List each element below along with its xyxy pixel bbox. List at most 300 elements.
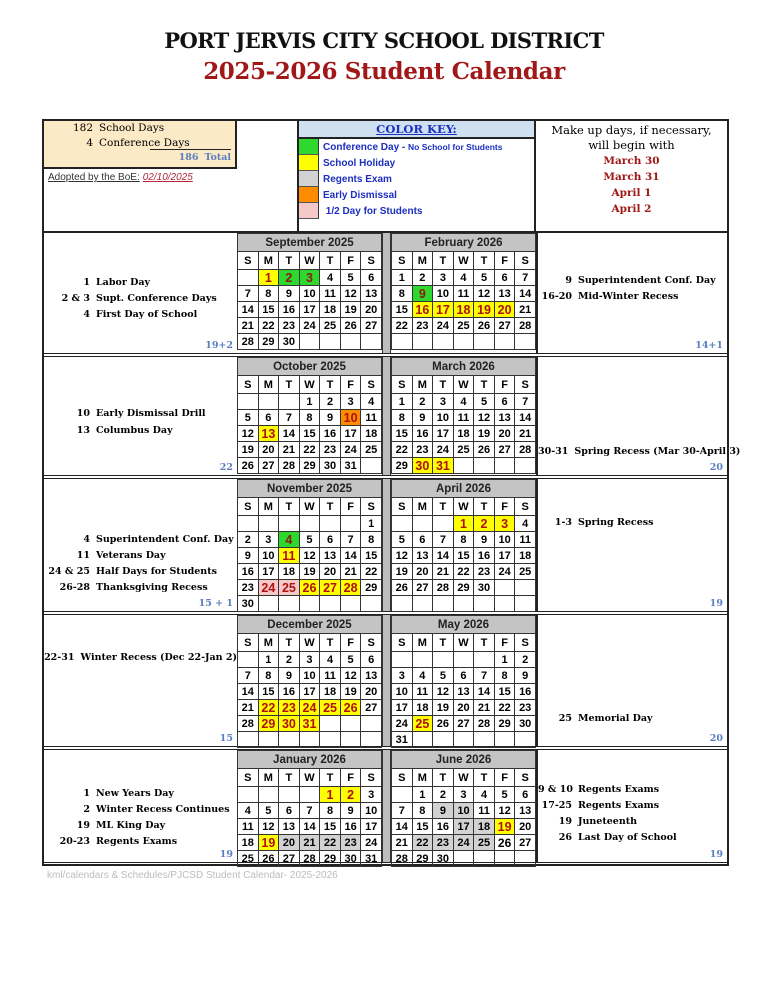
weekday-header: S [361, 376, 382, 394]
day-cell [361, 732, 382, 748]
weekday-header: S [392, 498, 413, 516]
weekday-header: S [392, 634, 413, 652]
day-cell [320, 596, 341, 612]
weekday-header: T [474, 634, 495, 652]
day-cell: 3 [340, 394, 361, 410]
event-label: Columbus Day [96, 425, 173, 436]
day-cell: 20 [320, 564, 341, 580]
day-cell: 18 [412, 700, 433, 716]
day-cell: 26 [494, 835, 515, 851]
day-cell: 6 [494, 270, 515, 286]
day-cell: 19 [340, 302, 361, 318]
day-cell: 12 [238, 426, 259, 442]
day-cell: 22 [299, 442, 320, 458]
events-list-left [44, 357, 237, 475]
event-label: Regents Exams [578, 800, 660, 811]
day-cell: 8 [299, 410, 320, 426]
weekday-header: T [320, 252, 341, 270]
month-day-total: 20 [709, 462, 723, 473]
day-cell: 27 [361, 318, 382, 334]
day-cell: 30 [412, 458, 433, 474]
event-item [538, 784, 727, 795]
day-cell: 26 [299, 580, 320, 596]
event-label: Labor Day [96, 277, 151, 288]
day-cell: 13 [515, 803, 536, 819]
column-separator [382, 357, 391, 475]
day-cell [361, 716, 382, 732]
event-date: 4 [83, 534, 90, 545]
day-cell: 14 [474, 684, 495, 700]
day-cell: 29 [299, 458, 320, 474]
day-cell [494, 596, 515, 612]
day-cell: 11 [474, 803, 495, 819]
day-cell [340, 334, 361, 350]
day-cell: 28 [474, 716, 495, 732]
day-cell: 26 [474, 318, 495, 334]
day-cell: 24 [299, 318, 320, 334]
weekday-header: S [361, 252, 382, 270]
day-cell: 2 [412, 394, 433, 410]
day-cell: 25 [474, 835, 495, 851]
weekday-header: T [433, 634, 454, 652]
event-label: New Years Day [96, 788, 174, 799]
day-cell: 24 [340, 442, 361, 458]
event-date: 22-31 [44, 652, 75, 663]
day-cell: 14 [392, 819, 413, 835]
day-cell: 22 [258, 700, 279, 716]
day-cell: 7 [392, 803, 413, 819]
day-cell: 10 [361, 803, 382, 819]
day-cell: 22 [392, 318, 413, 334]
day-cell: 4 [320, 270, 341, 286]
weekday-header: F [340, 252, 361, 270]
day-cell [453, 334, 474, 350]
day-cell: 6 [361, 652, 382, 668]
weekday-header: F [494, 252, 515, 270]
weekday-header: T [474, 498, 495, 516]
day-cell: 30 [279, 716, 300, 732]
events-list-right [536, 479, 727, 611]
day-cell [392, 787, 413, 803]
day-cell: 8 [392, 286, 413, 302]
day-cell: 17 [433, 302, 454, 318]
weekday-header: W [299, 252, 320, 270]
weekday-header: T [279, 376, 300, 394]
weekday-header: W [453, 634, 474, 652]
day-cell [412, 732, 433, 748]
weekday-header: W [299, 498, 320, 516]
day-cell: 29 [392, 458, 413, 474]
event-label: Last Day of School [578, 832, 677, 843]
day-cell [279, 732, 300, 748]
day-cell: 18 [474, 819, 495, 835]
weekday-header: M [412, 498, 433, 516]
day-cell [515, 334, 536, 350]
day-cell [433, 334, 454, 350]
event-item [44, 293, 237, 304]
event-date: 2 [83, 804, 90, 815]
day-cell: 6 [494, 394, 515, 410]
event-item [44, 550, 237, 561]
day-cell: 22 [453, 564, 474, 580]
day-cell [279, 516, 300, 532]
event-label: Thanksgiving Recess [96, 582, 208, 593]
events-list-left [44, 479, 237, 611]
event-item [44, 788, 237, 799]
day-cell: 2 [515, 652, 536, 668]
day-cell: 16 [412, 426, 433, 442]
event-date: 2 & 3 [61, 293, 90, 304]
event-item [44, 534, 237, 545]
weekday-header: T [433, 498, 454, 516]
day-cell: 24 [433, 318, 454, 334]
day-cell [320, 516, 341, 532]
day-cell: 25 [361, 442, 382, 458]
day-cell: 7 [299, 803, 320, 819]
calendar-frame [42, 119, 741, 866]
day-cell: 5 [299, 532, 320, 548]
adopted-date: Adopted by the BoE: 02/10/2025 [48, 172, 193, 183]
month-row-2 [44, 357, 741, 479]
day-cell: 11 [238, 819, 259, 835]
month-calendar [237, 479, 382, 611]
day-cell: 16 [474, 548, 495, 564]
event-item [538, 275, 727, 286]
event-date: 26-28 [59, 582, 90, 593]
day-cell: 27 [494, 442, 515, 458]
event-date: 25 [558, 713, 572, 724]
day-cell [279, 787, 300, 803]
month-header: December 2025 [238, 616, 382, 634]
day-cell [453, 652, 474, 668]
month-header: May 2026 [392, 616, 536, 634]
makeup-date: March 31 [603, 171, 660, 183]
day-cell: 11 [453, 286, 474, 302]
weekday-header: T [279, 769, 300, 787]
day-cell [279, 596, 300, 612]
event-item [44, 652, 237, 663]
day-cell: 31 [361, 851, 382, 867]
day-cell: 22 [494, 700, 515, 716]
day-cell: 17 [433, 426, 454, 442]
events-list-left [44, 750, 237, 862]
event-label: First Day of School [96, 309, 198, 320]
day-cell: 14 [238, 302, 259, 318]
day-cell: 25 [279, 580, 300, 596]
file-path-footer: kml/calendars & Schedules/PJCSD Student Calendar- 2025-2026 [47, 870, 338, 881]
events-list-left [44, 233, 237, 353]
day-cell: 20 [515, 819, 536, 835]
day-cell [474, 458, 495, 474]
month-header: January 2026 [238, 751, 382, 769]
day-cell [299, 787, 320, 803]
day-cell [320, 732, 341, 748]
day-cell: 3 [433, 394, 454, 410]
day-cell: 1 [392, 270, 413, 286]
day-cell: 14 [433, 548, 454, 564]
day-cell [515, 732, 536, 748]
month-day-total: 19 [219, 849, 233, 860]
event-date: 4 [83, 309, 90, 320]
month-header: October 2025 [238, 358, 382, 376]
day-cell: 13 [494, 410, 515, 426]
day-cell: 29 [453, 580, 474, 596]
day-cell: 23 [320, 442, 341, 458]
day-cell [238, 516, 259, 532]
day-cell: 2 [320, 394, 341, 410]
day-cell: 14 [340, 548, 361, 564]
day-cell: 10 [392, 684, 413, 700]
day-cell: 13 [361, 286, 382, 302]
weekday-header: M [258, 252, 279, 270]
day-cell: 22 [392, 442, 413, 458]
weekday-header: F [494, 498, 515, 516]
day-cell: 21 [279, 442, 300, 458]
day-cell: 7 [515, 394, 536, 410]
month-calendar [237, 357, 382, 475]
day-cell: 1 [299, 394, 320, 410]
weekday-header: W [299, 769, 320, 787]
day-cell: 15 [453, 548, 474, 564]
day-cell: 12 [299, 548, 320, 564]
day-cell [340, 516, 361, 532]
day-cell: 24 [392, 716, 413, 732]
day-cell: 2 [433, 787, 454, 803]
month-day-total: 19+2 [205, 340, 233, 351]
event-label: Spring Recess [578, 517, 654, 528]
day-cell [412, 652, 433, 668]
weekday-header: S [238, 634, 259, 652]
day-cell: 27 [361, 700, 382, 716]
day-cell: 8 [412, 803, 433, 819]
day-cell: 27 [320, 580, 341, 596]
day-cell: 25 [515, 564, 536, 580]
day-cell: 28 [515, 318, 536, 334]
event-date: 9 & 10 [538, 784, 574, 795]
color-key-title: COLOR KEY: [299, 121, 534, 139]
event-item [538, 291, 727, 302]
day-cell: 8 [258, 668, 279, 684]
day-cell: 3 [299, 270, 320, 286]
month-calendar [391, 479, 536, 611]
weekday-header: W [453, 769, 474, 787]
day-cell [238, 732, 259, 748]
day-cell: 15 [320, 819, 341, 835]
day-cell: 31 [340, 458, 361, 474]
day-cell: 6 [279, 803, 300, 819]
day-cell: 28 [299, 851, 320, 867]
day-cell [453, 458, 474, 474]
day-cell: 8 [453, 532, 474, 548]
day-cell: 16 [412, 302, 433, 318]
weekday-header: W [453, 498, 474, 516]
day-cell: 30 [515, 716, 536, 732]
day-cell [433, 516, 454, 532]
day-cell: 23 [515, 700, 536, 716]
day-cell: 28 [340, 580, 361, 596]
event-item [44, 408, 237, 419]
day-cell: 18 [320, 302, 341, 318]
weekday-header: T [474, 252, 495, 270]
weekday-header: S [392, 769, 413, 787]
day-cell: 1 [258, 652, 279, 668]
day-cell: 31 [299, 716, 320, 732]
day-cell: 19 [258, 835, 279, 851]
day-cell: 1 [453, 516, 474, 532]
day-cell: 1 [361, 516, 382, 532]
month-calendar [391, 233, 536, 353]
day-cell [320, 716, 341, 732]
day-cell: 16 [279, 684, 300, 700]
day-cell [299, 732, 320, 748]
day-cell [238, 652, 259, 668]
day-cell: 4 [238, 803, 259, 819]
day-cell: 20 [494, 426, 515, 442]
event-date: 9 [565, 275, 572, 286]
event-item [44, 566, 237, 577]
key-half-day: 1/2 Day for Students [299, 203, 534, 219]
weekday-header: F [494, 769, 515, 787]
column-separator [382, 750, 391, 862]
day-cell [453, 596, 474, 612]
day-cell: 29 [320, 851, 341, 867]
weekday-header: S [238, 769, 259, 787]
day-cell: 27 [412, 580, 433, 596]
event-label: Spring Recess (Mar 30-April 3) [574, 446, 741, 457]
day-cell [258, 516, 279, 532]
day-cell: 17 [494, 548, 515, 564]
day-cell: 23 [279, 700, 300, 716]
day-cell: 7 [279, 410, 300, 426]
day-cell: 17 [299, 684, 320, 700]
day-cell: 26 [392, 580, 413, 596]
day-cell: 9 [279, 668, 300, 684]
weekday-header: F [340, 376, 361, 394]
event-date: 11 [76, 550, 90, 561]
month-row-4 [44, 615, 727, 750]
day-cell: 21 [340, 564, 361, 580]
day-cell [361, 458, 382, 474]
day-cell: 29 [258, 334, 279, 350]
day-cell: 10 [340, 410, 361, 426]
day-cell: 3 [453, 787, 474, 803]
day-cell: 4 [515, 516, 536, 532]
weekday-header: S [238, 498, 259, 516]
day-cell: 25 [453, 442, 474, 458]
day-cell: 24 [299, 700, 320, 716]
day-cell: 17 [361, 819, 382, 835]
day-cell: 20 [494, 302, 515, 318]
day-cell: 12 [340, 286, 361, 302]
day-cell [412, 334, 433, 350]
day-cell: 2 [238, 532, 259, 548]
day-cell: 21 [238, 700, 259, 716]
day-cell: 9 [238, 548, 259, 564]
month-day-total: 15 + 1 [198, 598, 233, 609]
weekday-header: T [279, 634, 300, 652]
day-cell: 18 [238, 835, 259, 851]
day-cell: 4 [453, 270, 474, 286]
day-cell [494, 334, 515, 350]
day-cell: 17 [258, 564, 279, 580]
month-row-1 [44, 233, 727, 357]
day-cell [433, 732, 454, 748]
day-cell: 23 [433, 835, 454, 851]
day-cell: 13 [258, 426, 279, 442]
day-cell: 2 [279, 270, 300, 286]
day-cell [299, 596, 320, 612]
district-name: PORT JERVIS CITY SCHOOL DISTRICT [164, 28, 604, 53]
day-cell [515, 458, 536, 474]
day-cell: 5 [392, 532, 413, 548]
day-cell [320, 334, 341, 350]
month-header: March 2026 [392, 358, 536, 376]
weekday-header: W [453, 376, 474, 394]
day-cell: 28 [433, 580, 454, 596]
weekday-header: M [258, 769, 279, 787]
day-cell [412, 596, 433, 612]
day-cell: 30 [279, 334, 300, 350]
day-cell: 19 [494, 819, 515, 835]
day-cell: 22 [412, 835, 433, 851]
day-cell: 21 [433, 564, 454, 580]
day-cell [453, 732, 474, 748]
day-cell [258, 787, 279, 803]
weekday-header: F [340, 769, 361, 787]
key-conference-day: Conference Day - No School for Students [299, 139, 534, 155]
weekday-header: T [279, 252, 300, 270]
green-swatch-icon [299, 139, 319, 155]
event-item [44, 309, 237, 320]
day-cell: 23 [279, 318, 300, 334]
day-cell [258, 732, 279, 748]
day-cell: 14 [299, 819, 320, 835]
day-cell: 5 [474, 270, 495, 286]
month-calendar [391, 615, 536, 746]
day-cell: 27 [279, 851, 300, 867]
day-cell: 21 [515, 426, 536, 442]
weekday-header: S [392, 376, 413, 394]
day-cell: 10 [494, 532, 515, 548]
weekday-header: T [474, 376, 495, 394]
day-cell: 30 [238, 596, 259, 612]
day-cell: 20 [412, 564, 433, 580]
day-cell: 25 [320, 318, 341, 334]
month-calendar [237, 615, 382, 746]
day-cell [392, 652, 413, 668]
day-cell: 19 [238, 442, 259, 458]
day-cell: 10 [299, 668, 320, 684]
event-label: Regents Exams [96, 836, 178, 847]
day-cell: 18 [453, 302, 474, 318]
day-cell: 25 [412, 716, 433, 732]
day-cell: 1 [412, 787, 433, 803]
day-cell: 21 [474, 700, 495, 716]
weekday-header: S [361, 634, 382, 652]
day-cell: 7 [474, 668, 495, 684]
day-cell [238, 787, 259, 803]
day-cell: 26 [474, 442, 495, 458]
day-cell: 14 [515, 286, 536, 302]
day-cell: 27 [453, 716, 474, 732]
month-header: April 2026 [392, 480, 536, 498]
day-cell: 24 [494, 564, 515, 580]
orange-swatch-icon [299, 187, 319, 203]
day-cell: 12 [474, 286, 495, 302]
day-cell: 27 [258, 458, 279, 474]
day-cell: 18 [515, 548, 536, 564]
event-item [538, 832, 727, 843]
